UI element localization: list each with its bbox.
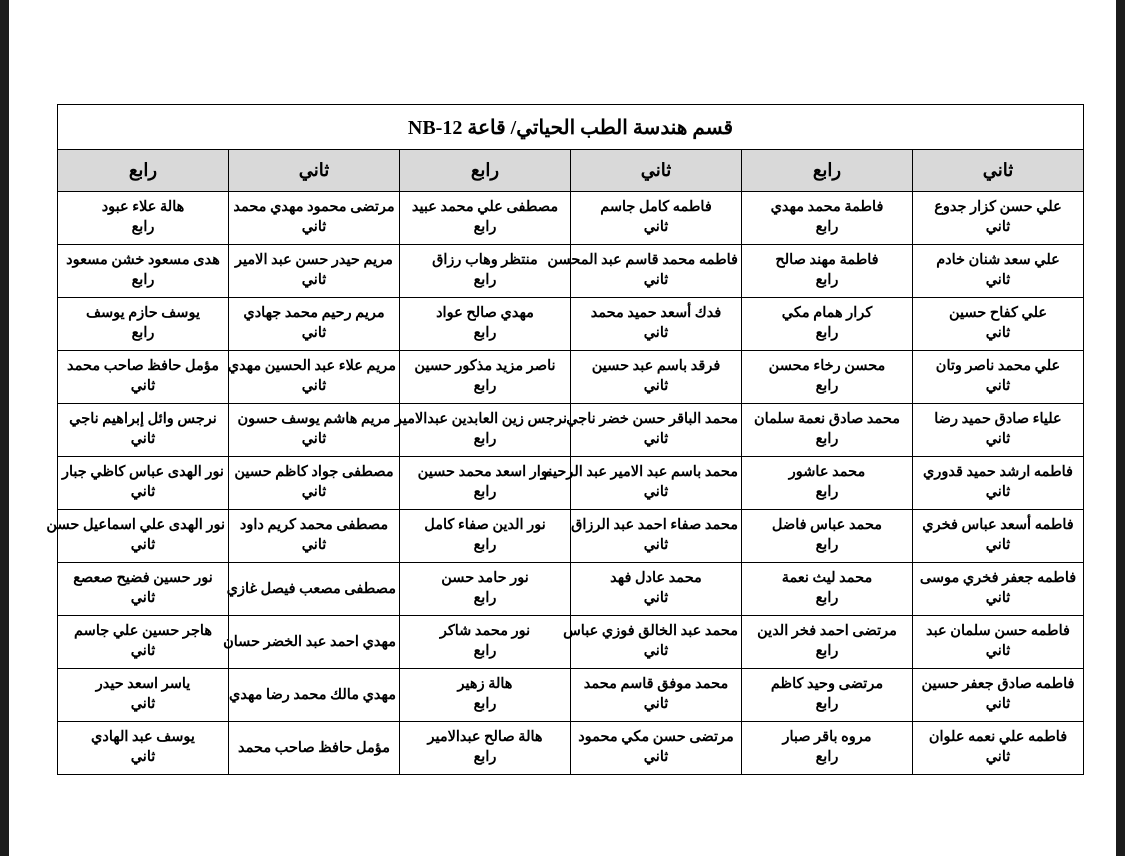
student-cell xyxy=(229,404,400,457)
student-name: مريم رحيم محمد جهادي xyxy=(243,305,385,322)
student-level: ثاني xyxy=(301,219,327,235)
student-name: مريم هاشم يوسف حسون xyxy=(237,411,391,428)
table-row xyxy=(58,616,1084,669)
student-name: مرتضى محمود مهدي محمد xyxy=(233,199,395,216)
student-level: ثاني xyxy=(301,325,327,341)
student-level: ثاني xyxy=(643,272,669,288)
student-cell xyxy=(229,669,400,722)
table-row xyxy=(58,245,1084,298)
student-cell xyxy=(229,298,400,351)
student-level: ثاني xyxy=(985,272,1011,288)
seating-table xyxy=(46,104,1084,775)
student-name: مروه باقر صبار xyxy=(782,729,872,746)
student-level: رابع xyxy=(815,219,839,235)
student-cell xyxy=(571,192,742,245)
student-name: علي محمد ناصر وتان xyxy=(935,358,1061,375)
student-cell xyxy=(571,510,742,563)
student-cell xyxy=(913,616,1084,669)
scan-edge-left xyxy=(0,0,9,856)
student-cell xyxy=(742,616,913,669)
student-name: محمد الباقر حسن خضر ناجي xyxy=(566,411,738,428)
student-cell xyxy=(226,563,400,616)
student-level: ثاني xyxy=(130,696,156,712)
student-name: فاطمة محمد مهدي xyxy=(770,199,884,216)
student-level: ثاني xyxy=(985,431,1011,447)
student-cell xyxy=(400,245,571,298)
student-name: يوسف عبد الهادي xyxy=(91,729,195,746)
student-level: ثاني xyxy=(643,643,669,659)
student-cell xyxy=(913,510,1084,563)
student-level: ثاني xyxy=(985,643,1011,659)
student-cell xyxy=(58,616,229,669)
student-level: رابع xyxy=(473,696,497,712)
student-level: رابع xyxy=(815,325,839,341)
student-name: نور حامد حسن xyxy=(441,570,529,587)
student-cell xyxy=(58,457,229,510)
table-title-row xyxy=(58,105,1084,150)
student-cell xyxy=(913,563,1084,616)
student-name: فاطمة مهند صالح xyxy=(775,252,879,269)
student-cell xyxy=(229,457,400,510)
student-name: علي حسن كزار جدوع xyxy=(934,199,1062,216)
student-name: هاجر حسين علي جاسم xyxy=(74,623,212,640)
student-cell xyxy=(58,669,229,722)
student-level: ثاني xyxy=(643,590,669,606)
student-cell xyxy=(58,722,229,775)
student-cell xyxy=(913,457,1084,510)
student-name: ياسر اسعد حيدر xyxy=(95,676,191,693)
student-cell xyxy=(913,245,1084,298)
student-level: رابع xyxy=(815,431,839,447)
student-level: رابع xyxy=(131,219,155,235)
student-name: محمد عباس فاضل xyxy=(771,517,883,534)
student-level: رابع xyxy=(815,537,839,553)
student-name: فاطمه كامل جاسم xyxy=(600,199,712,216)
student-cell xyxy=(547,245,742,298)
student-cell xyxy=(742,351,913,404)
student-cell xyxy=(58,298,229,351)
student-cell xyxy=(742,669,913,722)
student-level: رابع xyxy=(473,643,497,659)
student-name: علياء صادق حميد رضا xyxy=(934,411,1062,428)
column-header-2: رابع xyxy=(742,150,913,192)
student-level: رابع xyxy=(815,590,839,606)
student-level: رابع xyxy=(815,378,839,394)
student-name: فاطمه حسن سلمان عبد xyxy=(926,623,1070,640)
student-cell xyxy=(913,722,1084,775)
student-level: ثاني xyxy=(643,378,669,394)
student-level: ثاني xyxy=(130,378,156,394)
student-level: ثاني xyxy=(643,431,669,447)
student-level: ثاني xyxy=(643,537,669,553)
student-name: محمد عادل فهد xyxy=(610,570,702,587)
column-header-6: رابع xyxy=(58,150,229,192)
student-name: نور الدين صفاء كامل xyxy=(424,517,546,534)
student-name: مؤمل حافظ صاحب محمد xyxy=(66,358,219,375)
student-name: محمد ليث نعمة xyxy=(781,570,873,587)
table-row xyxy=(58,510,1084,563)
student-name: نرجس وائل إبراهيم ناجي xyxy=(69,411,217,428)
student-level: ثاني xyxy=(643,696,669,712)
student-name: مرتضى حسن مكي محمود xyxy=(578,729,734,746)
student-name: مصطفى محمد كريم داود xyxy=(239,517,389,534)
student-name: علي سعد شنان خادم xyxy=(936,252,1060,269)
student-cell xyxy=(742,457,913,510)
student-cell xyxy=(742,563,913,616)
student-name: فرقد باسم عبد حسين xyxy=(591,358,721,375)
student-name: منتظر وهاب رزاق xyxy=(432,252,538,269)
student-cell xyxy=(742,404,913,457)
student-cell xyxy=(742,722,913,775)
student-level: رابع xyxy=(131,325,155,341)
student-level: ثاني xyxy=(301,484,327,500)
student-level: رابع xyxy=(473,325,497,341)
student-cell xyxy=(400,351,571,404)
student-cell xyxy=(400,457,571,510)
student-name: فاطمه جعفر فخري موسى xyxy=(919,570,1077,587)
student-cell xyxy=(223,616,400,669)
column-header-1: ثاني xyxy=(913,150,1084,192)
student-cell xyxy=(58,351,229,404)
table-row xyxy=(58,192,1084,245)
student-level: رابع xyxy=(473,484,497,500)
student-cell xyxy=(571,298,742,351)
student-level: ثاني xyxy=(301,431,327,447)
student-level: رابع xyxy=(815,484,839,500)
student-cell xyxy=(913,298,1084,351)
student-name: محمد عاشور xyxy=(788,464,866,481)
student-cell xyxy=(913,351,1084,404)
student-cell xyxy=(46,510,229,563)
table-row xyxy=(58,669,1084,722)
student-name: مرتضى وحيد كاظم xyxy=(770,676,884,693)
student-cell xyxy=(58,404,229,457)
student-cell xyxy=(58,563,229,616)
student-name: مريم حيدر حسن عبد الامير xyxy=(235,252,393,269)
schedule-table-wrapper xyxy=(46,104,1084,775)
student-name: نور حسين فضيح صعصع xyxy=(73,570,213,587)
student-name: مريم علاء عبد الحسين مهدي xyxy=(227,358,396,375)
table-row xyxy=(58,298,1084,351)
student-cell xyxy=(229,510,400,563)
student-name: نرجس زين العابدين عبدالامير xyxy=(394,411,567,428)
student-cell xyxy=(563,616,742,669)
student-cell xyxy=(229,192,400,245)
student-name: فاطمه محمد قاسم عبد المحسن xyxy=(547,252,738,269)
student-cell xyxy=(400,563,571,616)
student-name: هالة صالح عبدالامير xyxy=(427,729,543,746)
student-level: ثاني xyxy=(130,537,156,553)
student-level: ثاني xyxy=(643,484,669,500)
student-level: رابع xyxy=(473,219,497,235)
student-level: رابع xyxy=(815,272,839,288)
student-cell xyxy=(58,192,229,245)
student-name: نوار اسعد محمد حسين xyxy=(417,464,553,481)
table-row xyxy=(58,351,1084,404)
student-name: نور محمد شاكر xyxy=(439,623,531,640)
student-name: فاطمه علي نعمه علوان xyxy=(928,729,1068,746)
student-level: ثاني xyxy=(130,749,156,765)
student-cell xyxy=(571,669,742,722)
student-level: ثاني xyxy=(130,431,156,447)
table-body xyxy=(46,192,1084,775)
student-name: محمد عبد الخالق فوزي عباس xyxy=(563,623,738,640)
student-cell xyxy=(400,298,571,351)
page-title: قسم هندسة الطب الحياتي/ قاعة NB-12 xyxy=(58,105,1084,150)
student-cell xyxy=(400,616,571,669)
student-cell xyxy=(742,298,913,351)
student-level: رابع xyxy=(131,272,155,288)
column-header-4: رابع xyxy=(400,150,571,192)
student-level: ثاني xyxy=(130,643,156,659)
student-name: فدك أسعد حميد محمد xyxy=(590,305,722,322)
student-level: ثاني xyxy=(985,484,1011,500)
student-level: رابع xyxy=(815,749,839,765)
table-row xyxy=(58,563,1084,616)
student-name: مرتضى احمد فخر الدين xyxy=(757,623,897,640)
student-cell xyxy=(571,351,742,404)
table-header-row xyxy=(58,150,1084,192)
student-name: مصطفى مصعب فيصل غازي xyxy=(226,580,396,597)
student-name: يوسف حازم يوسف xyxy=(86,305,200,322)
student-name: نور الهدى علي اسماعيل حسن xyxy=(46,517,225,534)
student-cell xyxy=(913,669,1084,722)
student-level: رابع xyxy=(473,431,497,447)
student-name: نور الهدى عباس كاظي جبار xyxy=(62,464,224,481)
column-header-5: ثاني xyxy=(229,150,400,192)
student-name: مصطفى جواد كاظم حسين xyxy=(234,464,394,481)
student-cell xyxy=(400,192,571,245)
student-name: ناصر مزيد مذكور حسين xyxy=(414,358,556,375)
scan-edge-right xyxy=(1116,0,1125,856)
student-name: مهدي احمد عبد الخضر حسان xyxy=(223,633,396,650)
student-cell xyxy=(571,722,742,775)
student-level: ثاني xyxy=(643,325,669,341)
student-cell xyxy=(229,722,400,775)
student-level: ثاني xyxy=(985,537,1011,553)
student-cell xyxy=(543,457,742,510)
student-cell xyxy=(394,404,571,457)
student-name: مؤمل حافظ صاحب محمد xyxy=(237,739,390,756)
student-cell xyxy=(913,192,1084,245)
student-cell xyxy=(566,404,742,457)
student-level: ثاني xyxy=(130,590,156,606)
student-level: ثاني xyxy=(985,696,1011,712)
student-level: ثاني xyxy=(985,749,1011,765)
student-name: هدى مسعود خشن مسعود xyxy=(66,252,220,269)
student-name: محمد صادق نعمة سلمان xyxy=(753,411,901,428)
table-row xyxy=(58,722,1084,775)
student-level: رابع xyxy=(473,272,497,288)
student-cell xyxy=(400,510,571,563)
student-level: ثاني xyxy=(130,484,156,500)
student-name: مهدي صالح عواد xyxy=(436,305,534,322)
student-level: ثاني xyxy=(301,272,327,288)
student-cell xyxy=(229,245,400,298)
student-cell xyxy=(400,722,571,775)
student-level: رابع xyxy=(473,378,497,394)
student-level: ثاني xyxy=(985,219,1011,235)
column-header-3: ثاني xyxy=(571,150,742,192)
student-cell xyxy=(913,404,1084,457)
student-level: ثاني xyxy=(985,325,1011,341)
student-level: رابع xyxy=(473,537,497,553)
student-name: محمد باسم عبد الامير عبد الرحيم xyxy=(543,464,738,481)
student-name: هالة علاء عبود xyxy=(101,199,185,216)
student-name: محسن رخاء محسن xyxy=(768,358,886,375)
student-level: ثاني xyxy=(643,749,669,765)
student-level: رابع xyxy=(473,590,497,606)
student-cell xyxy=(571,563,742,616)
student-name: محمد موفق قاسم محمد xyxy=(583,676,729,693)
student-level: رابع xyxy=(815,696,839,712)
student-name: محمد صفاء احمد عبد الرزاق xyxy=(571,517,738,534)
student-name: هالة زهير xyxy=(457,676,513,693)
student-level: رابع xyxy=(473,749,497,765)
student-name: فاطمه ارشد حميد قدوري xyxy=(923,464,1073,481)
student-cell xyxy=(742,510,913,563)
student-level: ثاني xyxy=(301,378,327,394)
student-level: رابع xyxy=(815,643,839,659)
student-cell xyxy=(742,245,913,298)
student-name: فاطمه أسعد عباس فخري xyxy=(922,517,1074,534)
student-level: ثاني xyxy=(985,378,1011,394)
student-cell xyxy=(742,192,913,245)
student-level: ثاني xyxy=(643,219,669,235)
student-level: ثاني xyxy=(301,537,327,553)
student-cell xyxy=(229,351,400,404)
student-name: كرار همام مكي xyxy=(781,305,873,322)
table-row xyxy=(58,457,1084,510)
student-cell xyxy=(58,245,229,298)
student-cell xyxy=(400,669,571,722)
table-row xyxy=(58,404,1084,457)
student-level: ثاني xyxy=(985,590,1011,606)
student-name: علي كفاح حسين xyxy=(948,305,1048,322)
student-name: فاطمه صادق جعفر حسين xyxy=(921,676,1075,693)
student-name: مهدي مالك محمد رضا مهدي xyxy=(229,686,396,703)
student-name: مصطفى علي محمد عبيد xyxy=(411,199,559,216)
